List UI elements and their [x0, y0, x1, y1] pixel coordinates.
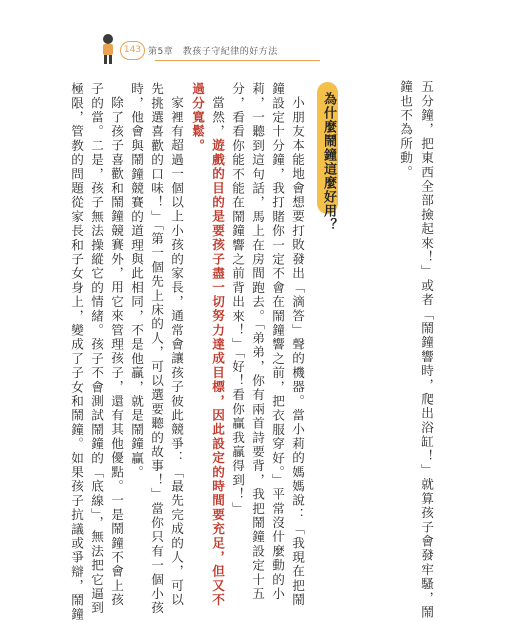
page-header — [95, 38, 325, 62]
header-divider — [155, 60, 320, 61]
text-column — [210, 96, 224, 607]
text-column: 除了孩子喜歡和鬧鐘競賽外，用它來管理孩子，還有其他優點。一是鬧鐘不會上孩 — [109, 96, 124, 608]
text-column: 鐘也不為所動。 — [398, 80, 413, 180]
text-column: 鐘設定十分鐘，我打賭你一定不會在鬧鐘響之前，把衣服穿好。」平常沒什麼動的小 — [270, 82, 285, 602]
highlight-text: 過分寬鬆。 — [190, 82, 205, 153]
text-column: 莉，一聽到這句話，馬上在房間跑去。「弟弟，你有兩首詩要背，我把鬧鐘設定十五 — [250, 82, 265, 602]
text-column: 分，看看你能不能在鬧鐘響之前背出來！」「好！看你贏我贏得到！」 — [230, 82, 245, 516]
chapter-title: 第5章 教孩子守紀律的好方法 — [148, 47, 278, 57]
child-figure-icon — [95, 32, 121, 66]
text-column: 小朋友本能地會想要打敗發出「滴答」聲的機器。當小莉的媽媽說：「我現在把鬧 — [290, 96, 305, 608]
page-number: 143 — [120, 41, 145, 60]
text-run: 當然， — [210, 96, 225, 139]
text-column: 子的當。二是，孩子無法操縱它的情緒。孩子不會測試鬧鐘的「底線」，無法把它逼到 — [89, 82, 104, 616]
text-column: 家裡有超過一個以上小孩的家長，通常會讓孩子彼此競爭：「最先完成的人，可以 — [169, 96, 184, 608]
text-column: 五分鐘，把東西全部撿起來！」或者「鬧鐘響時，爬出浴缸！」就算孩子會發牢騷，鬧 — [419, 80, 434, 620]
text-column — [190, 82, 204, 153]
text-column: 先挑選喜歡的口味！」「第一個先上床的人，可以選要聽的故事！」當你只有一個小孩 — [149, 82, 164, 616]
text-column: 極限，管教的問題從家長和子女身上，變成了子女和鬧鐘。如果孩子抗議或爭辯，鬧鐘 — [69, 82, 84, 622]
text-column: 時，他會與鬧鐘競賽的道理與此相同，不是他贏，就是鬧鐘贏。 — [129, 82, 144, 480]
highlight-text: 遊戲的目的是要孩子盡一切努力達成目標，因此設定的時間要充足，但又不 — [210, 138, 225, 608]
section-title: 為什麼鬧鐘這麼好用？ — [321, 92, 336, 232]
